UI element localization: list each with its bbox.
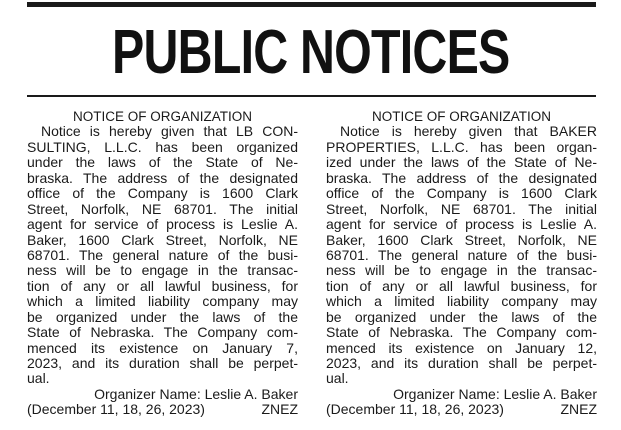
page-title: PUBLIC NOTICES [111, 18, 510, 87]
notice-text-line: 68701. The general nature of the busi- [326, 246, 597, 263]
notice-text-line: tion of any or all lawful business, for [27, 277, 298, 294]
notice-heading: NOTICE OF ORGANIZATION [371, 109, 551, 124]
notice-text-line: 68701. The general nature of the busi- [27, 246, 298, 263]
top-rule [27, 2, 596, 7]
notice-text-line: agent for service of process is Leslie A. [326, 216, 597, 233]
notice-text-line: tion of any or all lawful business, for [326, 277, 597, 294]
notice-text-line: 2023, and its duration shall be perpet- [27, 355, 298, 372]
notice-text-line: State of Nebraska. The Company com- [27, 324, 298, 341]
notice-right [326, 109, 597, 418]
notice-text-line: Notice is hereby given that BAKER [340, 123, 597, 140]
notice-text-line: ness will be to engage in the transac- [27, 262, 298, 279]
notice-text-line: ual. [27, 370, 50, 387]
organizer-name: Organizer Name: Leslie A. Baker [393, 385, 597, 402]
publication-info [326, 402, 597, 417]
notice-text-line: menced its existence on January 12, [326, 339, 597, 356]
publication-code: ZNEZ [261, 401, 298, 418]
notice-text-line: Baker, 1600 Clark Street, Norfolk, NE [27, 231, 298, 248]
notice-text-line: braska. The address of the designated [326, 169, 597, 186]
notice-text-line: ual. [326, 370, 349, 387]
notice-text-line: which a limited liability company may [27, 293, 298, 310]
publication-code: ZNEZ [560, 401, 597, 418]
notice-text-line: Baker, 1600 Clark Street, Norfolk, NE [326, 231, 597, 248]
notice-text-line: Notice is hereby given that LB CON- [41, 123, 298, 140]
notice-text-line: State of Nebraska. The Company com- [326, 324, 597, 341]
notice-text-line: 2023, and its duration shall be perpet- [326, 355, 597, 372]
publication-info [27, 402, 298, 417]
publication-dates: (December 11, 18, 26, 2023) [27, 401, 205, 418]
notice-text-line: SULTING, L.L.C. has been organized [27, 138, 298, 155]
publication-dates: (December 11, 18, 26, 2023) [326, 401, 504, 418]
masthead-rule [27, 95, 596, 97]
notice-text-line: braska. The address of the designated [27, 169, 298, 186]
notice-text-line: agent for service of process is Leslie A. [27, 216, 298, 233]
notice-text-line: ized under the laws of the State of Ne- [326, 154, 597, 171]
notice-text-line: Street, Norfolk, NE 68701. The initial [27, 200, 298, 217]
notice-text-line: Street, Norfolk, NE 68701. The initial [326, 200, 597, 217]
notice-text-line: which a limited liability company may [326, 293, 597, 310]
notice-heading: NOTICE OF ORGANIZATION [72, 109, 252, 124]
masthead [0, 18, 621, 87]
notice-text-line: office of the Company is 1600 Clark [326, 185, 597, 202]
notice-left [27, 109, 298, 418]
notice-text-line: menced its existence on January 7, [27, 339, 298, 356]
notice-text-line: office of the Company is 1600 Clark [27, 185, 298, 202]
notice-text-line: ness will be to engage in the transac- [326, 262, 597, 279]
notice-text-line: under the laws of the State of Ne- [27, 154, 298, 171]
notice-text-line: be organized under the laws of the [326, 308, 597, 325]
organizer-name: Organizer Name: Leslie A. Baker [94, 385, 298, 402]
notice-text-line: be organized under the laws of the [27, 308, 298, 325]
notice-text-line: PROPERTIES, L.L.C. has been organ- [326, 138, 597, 155]
